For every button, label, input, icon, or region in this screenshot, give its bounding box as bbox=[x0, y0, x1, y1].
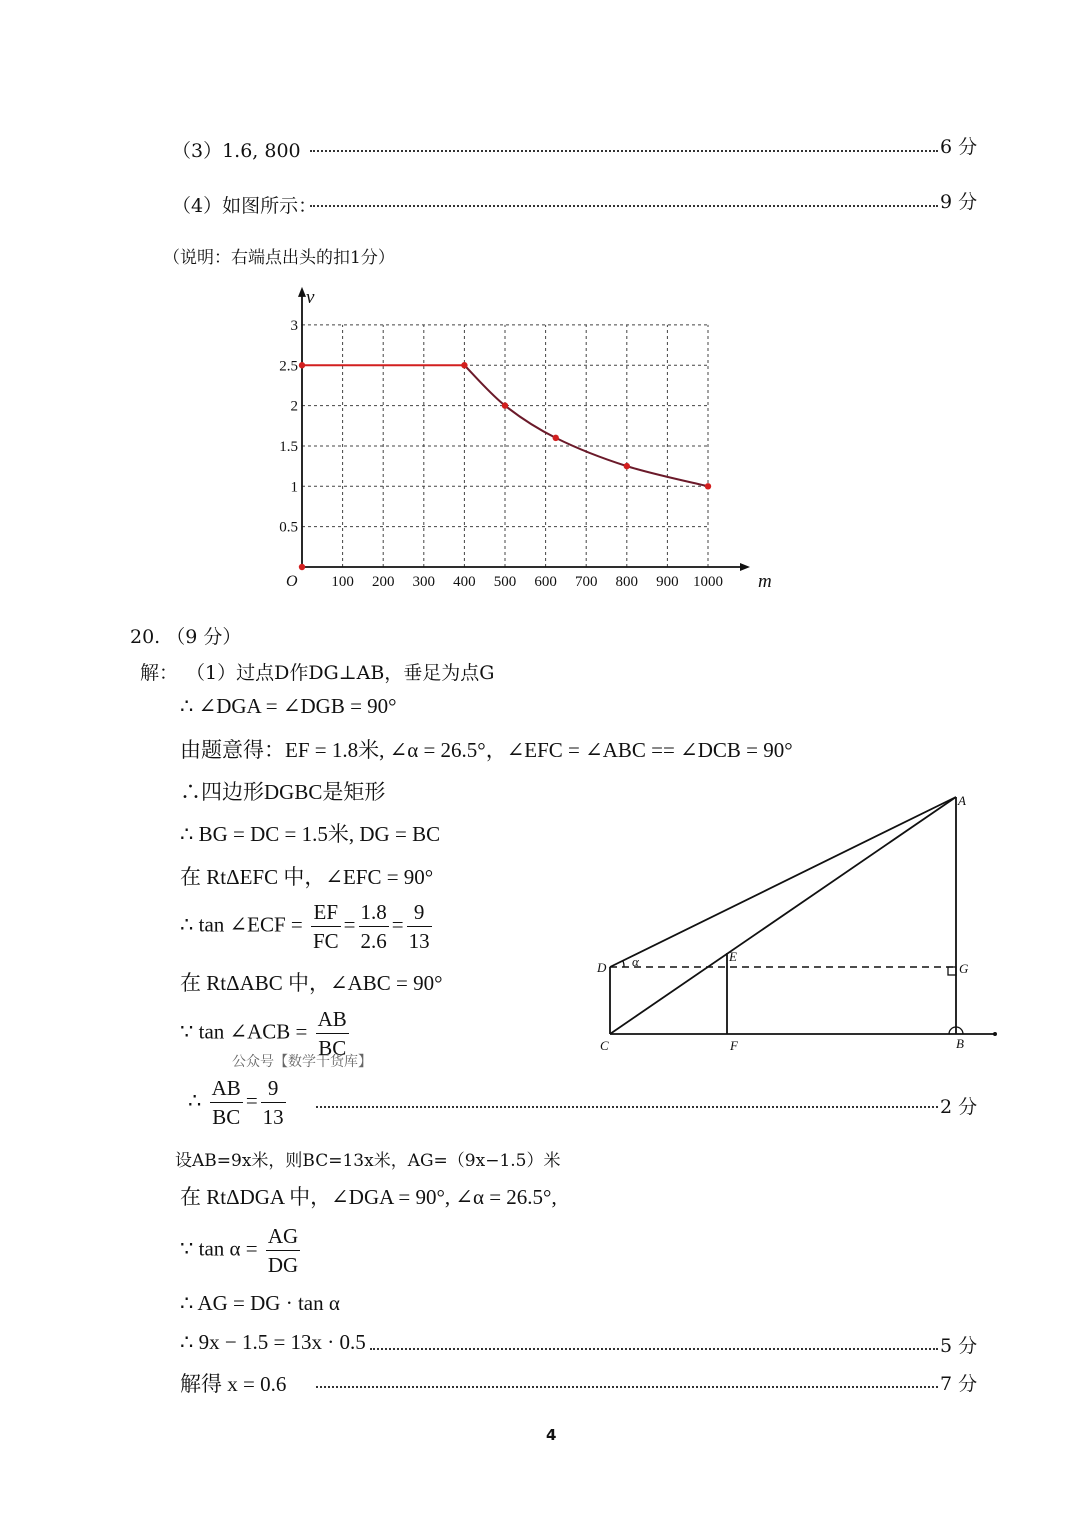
part4-score: 9 分 bbox=[940, 191, 978, 213]
data-point bbox=[299, 564, 305, 570]
fraction-ef-fc bbox=[311, 898, 341, 955]
data-point bbox=[461, 362, 467, 368]
chart-grid bbox=[302, 325, 708, 567]
denominator: DG bbox=[267, 1253, 299, 1277]
therefore-symbol: ∴ bbox=[188, 1088, 202, 1113]
y-axis-arrow bbox=[298, 287, 306, 297]
line-tan-ecf: ∴ tan ∠ECF = $\frac{EF}{FC}$ = $\frac{1.8}{2.6}$ = $\frac{9}{13}$ bbox=[180, 900, 430, 953]
label-a: A bbox=[958, 793, 966, 808]
x-axis-label: m bbox=[758, 571, 772, 592]
label-e: E bbox=[729, 949, 737, 964]
x-tick-label: 800 bbox=[615, 574, 639, 590]
denominator: 13 bbox=[262, 1105, 284, 1129]
score-5: 5 分 bbox=[940, 1335, 978, 1357]
label-g: G bbox=[959, 961, 969, 976]
question-20-heading: 20. （9 分） bbox=[130, 626, 242, 648]
line-rt-dga: 在 RtΔDGA 中，∠DGA = 90°, ∠α = 26.5°, bbox=[180, 1185, 557, 1209]
y-tick-label: 2 bbox=[290, 398, 298, 415]
fraction-ag-dg bbox=[266, 1222, 300, 1279]
label-f: F bbox=[730, 1038, 738, 1053]
geometry-figure bbox=[590, 785, 1005, 1060]
y-tick-label: 1 bbox=[290, 479, 298, 496]
fraction-1-8-2-6 bbox=[359, 898, 389, 955]
x-tick-label: 400 bbox=[453, 574, 476, 590]
x-tick-label: 900 bbox=[656, 574, 679, 590]
origin-label: O bbox=[286, 573, 298, 590]
denominator: FC bbox=[312, 929, 339, 953]
x-tick-label: 300 bbox=[412, 574, 436, 590]
numerator: AB bbox=[316, 1005, 349, 1034]
watermark-text: 公众号【数学干货库】 bbox=[232, 1054, 372, 1070]
leader-dots bbox=[310, 150, 938, 152]
tan-alpha-prefix: ∵ tan α = bbox=[180, 1236, 258, 1261]
denominator: BC bbox=[318, 1036, 347, 1060]
fraction-9-13 bbox=[261, 1074, 286, 1131]
numerator: AG bbox=[266, 1222, 300, 1251]
data-point bbox=[299, 362, 305, 368]
tan-acb-prefix: ∵ tan ∠ACB = bbox=[180, 1019, 308, 1044]
score-2: 2 分 bbox=[940, 1096, 978, 1118]
x-tick-label: 100 bbox=[331, 574, 354, 590]
leader-dots bbox=[316, 1386, 938, 1388]
fraction-ab-bc bbox=[210, 1074, 243, 1131]
line-rt-efc: 在 RtΔEFC 中，∠EFC = 90° bbox=[180, 865, 434, 889]
line-ab-over-bc: ∴ $\frac{AB}{BC}$ = $\frac{9}{13}$ bbox=[188, 1076, 284, 1129]
leader-dots bbox=[370, 1348, 938, 1350]
score-7: 7 分 bbox=[940, 1373, 978, 1395]
data-point bbox=[624, 463, 630, 469]
label-c: C bbox=[600, 1038, 609, 1053]
line-rectangle: ∴四边形DGBC是矩形 bbox=[180, 780, 386, 804]
numerator: 9 bbox=[407, 898, 432, 927]
label-b: B bbox=[956, 1036, 964, 1051]
angle-alpha-arc bbox=[623, 961, 624, 967]
grading-note: （说明：右端点出头的扣1分） bbox=[163, 248, 395, 268]
part3-score: 6 分 bbox=[940, 136, 978, 158]
step1-text: （1）过点D作DG⊥AB，垂足为点G bbox=[186, 662, 495, 684]
numerator: 1.8 bbox=[359, 898, 389, 927]
x-tick-label: 200 bbox=[371, 574, 395, 590]
y-tick-label: 1.5 bbox=[279, 438, 298, 455]
y-tick-label: 2.5 bbox=[279, 358, 298, 375]
data-point bbox=[502, 402, 508, 408]
leader-dots bbox=[316, 1106, 938, 1108]
denominator: BC bbox=[212, 1105, 241, 1129]
page-number: 4 bbox=[546, 1426, 557, 1444]
chart-points bbox=[299, 362, 711, 570]
numerator: EF bbox=[311, 898, 341, 927]
line-right-angles: ∴ ∠DGA = ∠DGB = 90° bbox=[180, 694, 397, 718]
x-axis-arrow bbox=[740, 563, 750, 571]
ground-end-point bbox=[993, 1032, 997, 1036]
denominator: 13 bbox=[408, 929, 430, 953]
x-tick-label: 1000 bbox=[693, 574, 723, 590]
segment-da bbox=[610, 797, 956, 967]
data-point bbox=[705, 483, 711, 489]
line-ag-equals: ∴ AG = DG · tan α bbox=[180, 1291, 340, 1315]
y-axis-label: v bbox=[306, 286, 315, 308]
line-equation: ∴ 9x − 1.5 = 13x · 0.5 bbox=[180, 1330, 366, 1354]
label-d: D bbox=[597, 960, 607, 975]
label-alpha: α bbox=[632, 954, 639, 969]
chart-axes bbox=[298, 287, 750, 571]
tan-ecf-prefix: ∴ tan ∠ECF = bbox=[180, 912, 303, 937]
line-let-ab: 设AB=9x米，则BC=13x米，AG=（9x−1.5）米 bbox=[175, 1151, 561, 1171]
line-bg-dc: ∴ BG = DC = 1.5米, DG = BC bbox=[180, 822, 441, 846]
line-solve-x: 解得 x = 0.6 bbox=[180, 1372, 287, 1396]
solution-prefix: 解： bbox=[140, 662, 179, 684]
line-rt-abc: 在 RtΔABC 中，∠ABC = 90° bbox=[180, 971, 443, 995]
numerator: AB bbox=[210, 1074, 243, 1103]
y-tick-label: 0.5 bbox=[279, 519, 298, 536]
velocity-distance-chart bbox=[270, 280, 790, 600]
x-tick-label: 700 bbox=[574, 574, 598, 590]
x-tick-label: 600 bbox=[534, 574, 557, 590]
segment-ca bbox=[610, 797, 956, 1034]
part3-answer: （3）1.6, 800 bbox=[172, 140, 301, 162]
line-given: 由题意得：EF = 1.8米, ∠α = 26.5°，∠EFC = ∠ABC == ∠DCB = 90° bbox=[180, 738, 793, 762]
leader-dots bbox=[310, 205, 938, 207]
x-tick-label: 500 bbox=[493, 574, 517, 590]
line-tan-alpha bbox=[180, 1222, 303, 1279]
fraction-9-13 bbox=[407, 898, 432, 955]
right-angle-marker bbox=[948, 967, 956, 975]
numerator: 9 bbox=[261, 1074, 286, 1103]
data-point bbox=[553, 435, 559, 441]
part4-answer: （4）如图所示： bbox=[172, 195, 318, 217]
denominator: 2.6 bbox=[360, 929, 387, 953]
y-tick-label: 3 bbox=[290, 317, 298, 334]
chart-tick-labels bbox=[279, 287, 771, 592]
